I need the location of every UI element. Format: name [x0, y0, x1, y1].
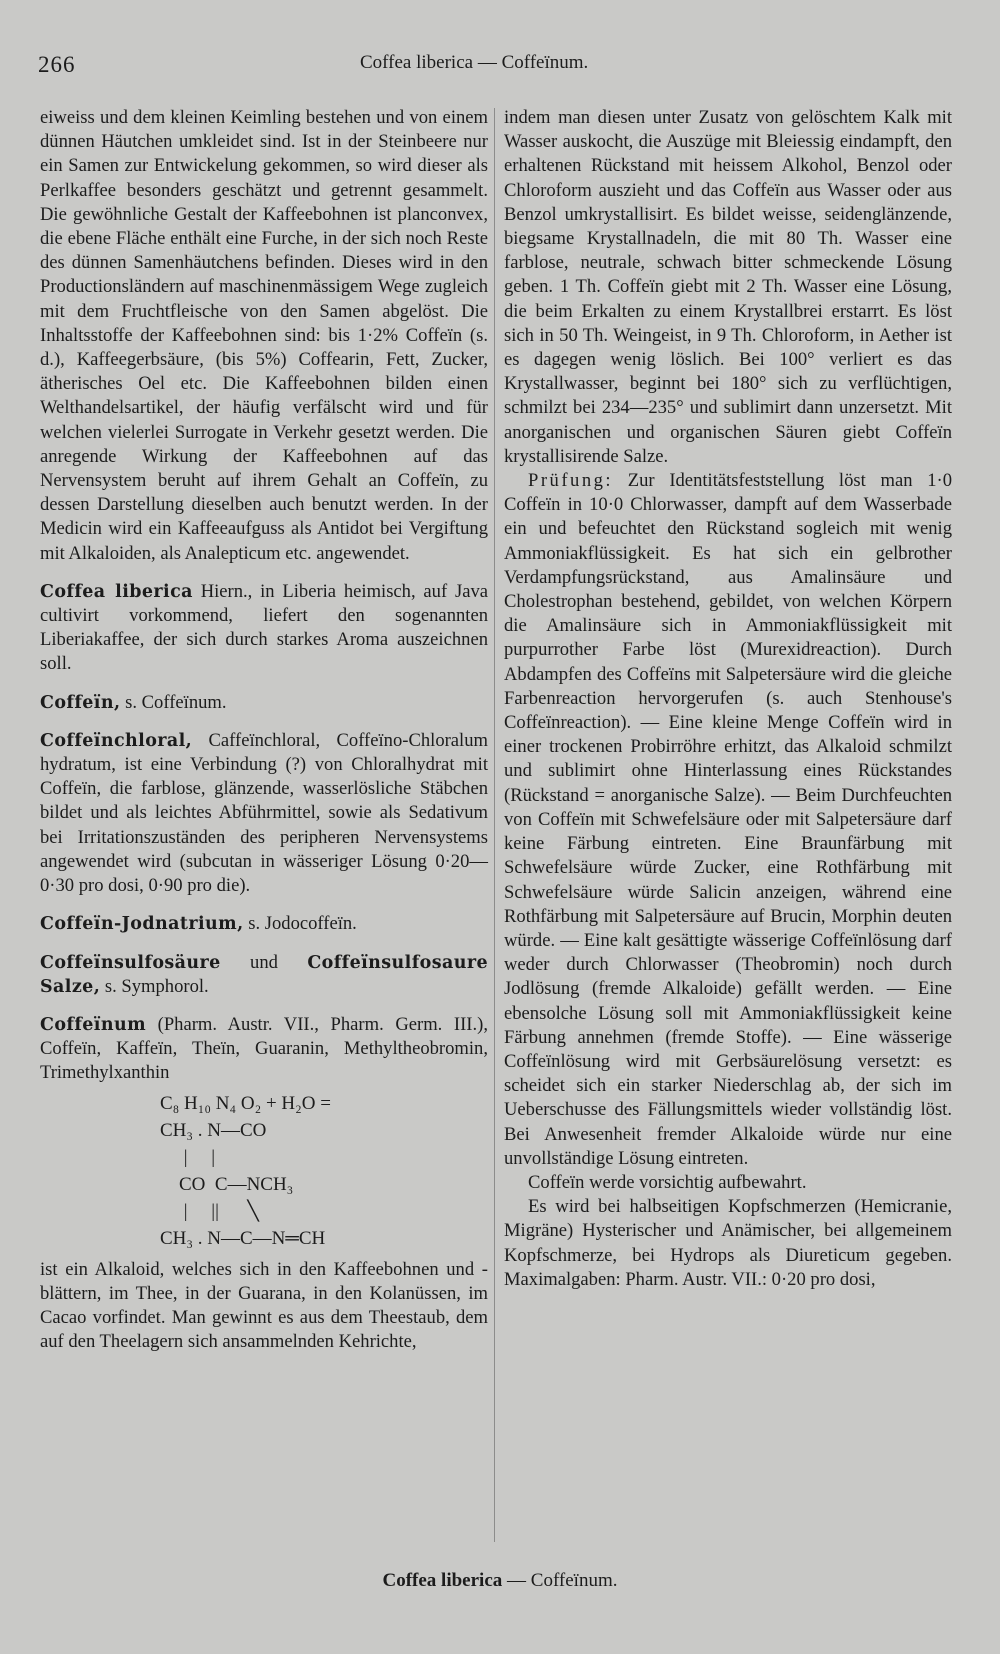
entry-headword: Coffeïnum: [40, 1014, 147, 1035]
footer-text: — Coffeïnum.: [502, 1570, 618, 1591]
entry-headword: Coffeïnchloral,: [40, 730, 193, 751]
page-number: 266: [38, 52, 76, 77]
entry-coffeinchloral: [40, 729, 488, 898]
entry-headword: Coffeïnsulfosaure Salze,: [40, 952, 488, 997]
paragraph: Es wird bei halbseitigen Kopfschmerzen (Hemicranie, Migräne) Hysterischer und Anämischer, bei allgemeinem Kopfschmerze, bei Hydrops als Diureticum gegeben. Maximalgaben: Pharm. Austr. VII.: 0·20 pro dosi,: [504, 1196, 952, 1290]
paragraph-text: Zur Identitätsfeststellung löst man 1·0 Coffeïn in 10·0 Chlorwasser, dampft auf dem Wasserbade ein und befeuchtet den Rückstand sogleich mit wenig Ammoniakflüssigkeit. Es hat sich ein gelbrother Verdampfungsrückstand, aus Amalinsäure und Cholestrophan bestehend, gebildet, von welchen Körpern die Amalinsäure sich in Ammoniakflüssigkeit mit purpurrother Farbe löst (Murexidreaction). Durch Abdampfen des Coffeïns mit Salpetersäure wird die gleiche Farbenreaction hervorgerufen (s. auch Stenhouse's Coffeïnreaction). — Eine kleine Menge Coffeïn wird in einer trockenen Probirröhre erhitzt, das Alkaloid schmilzt und sublimirt ohne Hinterlassung eines Rückstandes (Rückstand = anorganische Salze). — Beim Durchfeuchten von Coffeïn mit Schwefelsäure oder mit Salpetersäure darf keine Färbung eintreten. Eine Braunfärbung mit Schwefelsäure würde Zucker, eine Rothfärbung mit Schwefelsäure würde Salicin anzeigen, während eine Rothfärbung mit Salpetersäure auf Brucin, Morphin deuten würde. — Eine kalt gesättigte wässerige Coffeïnlösung darf weder durch Chlorwasser (Theobromin) noch durch Jodlösung (fremde Alkaloide) gefällt werden. — Eine ebensolche Lösung soll mit Ammoniakflüssigkeit keine Färbung annehmen (fremde Stoffe). — Eine wässerige Coffeïnlösung wird mit Gerbsäurelösung versetzt: es scheidet sich ein starker Niederschlag ab, der sich im Ueberschusse des Fällungsmittels wieder vollständig löst. Bei Anwesenheit fremder Alkaloide würde nur eine unvollständige Lösung eintreten.: [504, 470, 952, 1169]
entry-text: Caffeïnchloral, Coffeïno-Chloralum hydratum, ist eine Verbindung (?) von Chloralhydrat mit Coffeïn, die farblose, glänzende, wasserlösliche Stäbchen bildet und als leichtes Abführmittel, sowie als Sedativum bei Irritationszuständen des peripheren Nervensystems angewendet wird (subcutan in wässeriger Lösung 0·20—0·30 pro dosi, 0·90 pro die).: [40, 729, 488, 897]
entry-text: s. Jodocoffeïn.: [243, 913, 357, 935]
entry-coffeinsulfosaeure: [40, 951, 488, 999]
entry-coffea-liberica: [40, 580, 488, 677]
entry-coffein: [40, 691, 488, 715]
footer-keyword: Coffea liberica: [382, 1570, 503, 1591]
entry-text: Hiern., in Liberia heimisch, auf Java cultivirt vorkommend, liefert den sogenannten Liberiakaffee, der sich durch starkes Aroma auszeichnen soll.: [40, 580, 488, 675]
entry-text: s. Symphorol.: [100, 975, 209, 997]
page-header: [38, 44, 642, 84]
entry-headword: Coffeïnsulfosäure: [40, 952, 221, 973]
paragraph: indem man diesen unter Zusatz von gelöschtem Kalk mit Wasser auskocht, die Auszüge mit Bleiessig eindampft, den erhaltenen Rückstand mit heissem Alkohol, Benzol oder Chloroform auszieht und das Coffeïn aus Wasser oder aus Benzol umkrystallisirt. Es bildet weisse, seidenglänzende, biegsame Krystallnadeln, die mit 80 Th. Wasser eine farblose, neutrale, schwach bitter schmeckende Lösung geben. 1 Th. Coffeïn giebt mit 2 Th. Wasser eine Lösung, die beim Erkalten zu einem Krystallbrei erstarrt. Es löst sich in 50 Th. Weingeist, in 9 Th. Chloroform, in Aether ist es dagegen wenig löslich. Bei 100° verliert es das Krystallwasser, beginnt bei 180° sich zu verflüchtigen, schmilzt bei 234—235° und sublimirt dann unzersetzt. Mit anorganischen und organischen Säuren giebt Coffeïn krystallisirende Salze.: [504, 107, 952, 467]
section-label: Prüfung:: [528, 470, 614, 492]
running-head: Coffea liberica — Coffeïnum.: [360, 52, 589, 73]
entry-headword: Coffeïn,: [40, 692, 121, 713]
entry-coffeinum: [40, 1013, 488, 1086]
entry-text: und: [220, 951, 308, 973]
paragraph: Coffeïn werde vorsichtig aufbewahrt.: [528, 1171, 807, 1193]
paragraph: ist ein Alkaloid, welches sich in den Kaffeebohnen und -blättern, im Thee, in der Guarana, in den Kolanüssen, im Cacao vorfindet. Man gewinnt es aus dem Theestaub, dem auf den Theelagern sich ansammelnden Kehrichte,: [40, 1258, 488, 1353]
right-column: [504, 106, 952, 1292]
entry-coffein-jodnatrium: [40, 912, 488, 936]
entry-headword: Coffeïn-Jodnatrium,: [40, 914, 244, 935]
page-footer: [0, 1570, 1000, 1592]
paragraph: eiweiss und dem kleinen Keimling bestehen und von einem dünnen Häutchen umkleidet sind. Ist in der Steinbeere nur ein Samen zur Entwickelung gekommen, so wird dieser als Perlkaffee besonders geschätzt und getrennt gesammelt. Die gewöhnliche Gestalt der Kaffeebohnen ist planconvex, die ebene Fläche enthält eine Furche, in der sich noch Reste des dünnen Samenhäutchens befinden. Dieses wird in den Productionsländern auf maschinenmässigem Wege zugleich mit dem Fruchtfleische von den Samen abgelöst. Die Inhaltsstoffe der Kaffeebohnen sind: bis 1·2% Coffeïn (s. d.), Kaffeegerbsäure, (bis 5%) Coffearin, Fett, Zucker, ätherisches Oel etc. Die Kaffeebohnen bilden einen Welthandelsartikel, der häufig verfälscht wird und für welchen vielerlei Surrogate in Verkehr gesetzt werden. Die anregende Wirkung der Kaffeebohnen auf das Nervensystem beruht auf ihrem Gehalt an Coffeïn, zu dessen Darstellung dieselben auch benutzt werden. In der Medicin wird ein Kaffeeaufguss als Antidot bei Vergiftung mit Alkaloiden, als Analepticum etc. angewendet.: [40, 107, 488, 564]
left-column: [40, 106, 488, 1354]
entry-text: s. Coffeïnum.: [120, 691, 227, 713]
entry-headword: Coffea liberica: [40, 581, 193, 602]
entry-text: (Pharm. Austr. VII., Pharm. Germ. III.), Coffeïn, Kaffeïn, Theïn, Guaranin, Methyltheobromin, Trimethylxanthin: [40, 1013, 488, 1084]
paragraph-pruefung: [504, 469, 952, 1171]
column-divider: [494, 108, 495, 1542]
structural-formula: C₈ H₁₀ N₄ O₂ + H₂O = CH₃ . N—CO | | CO C—NCH₃ | || ╲ CH₃ . N—C—N═CH: [160, 1092, 331, 1249]
